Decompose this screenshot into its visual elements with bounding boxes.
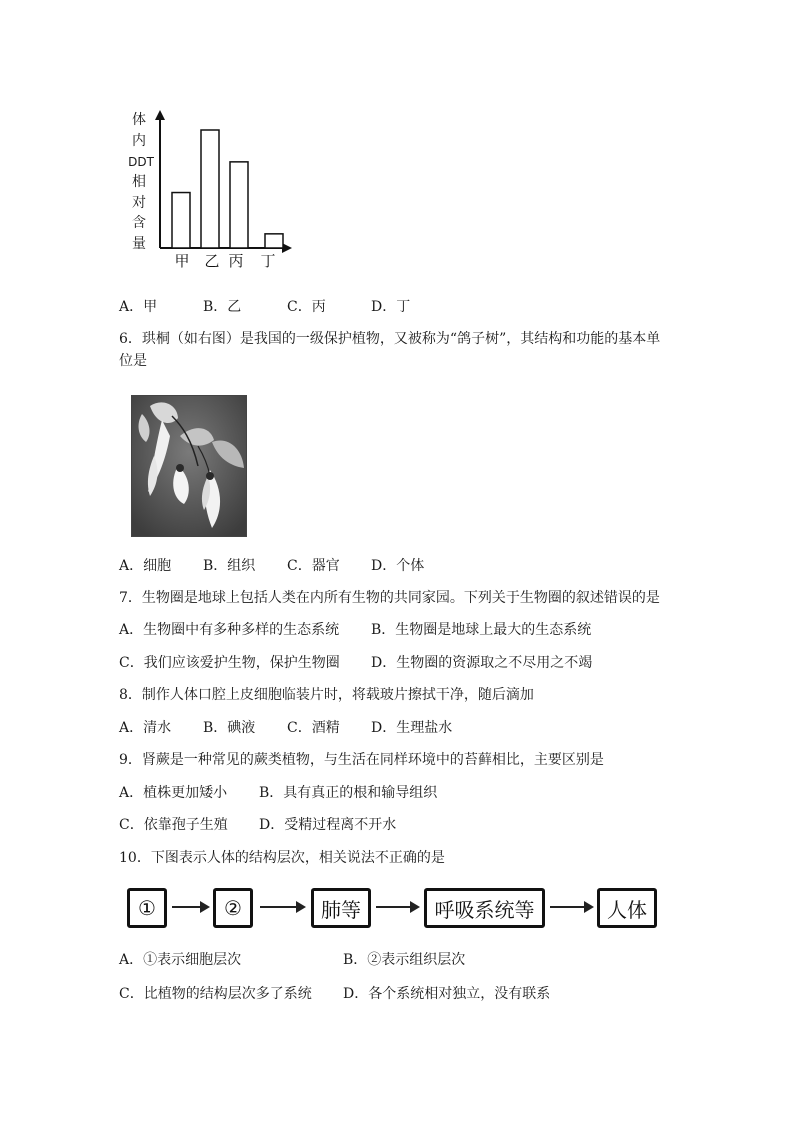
flow-step-organ: 肺等 (311, 888, 371, 928)
q7-option-b[interactable]: B．生物圈是地球上最大的生态系统 (371, 622, 592, 638)
q5-option-d[interactable]: D．丁 (371, 299, 411, 315)
bar-chart-plot (150, 108, 300, 278)
q6-stem-line2: 位是 (119, 353, 147, 369)
q8-option-b[interactable]: B．碘液 (203, 720, 256, 736)
q10-option-b[interactable]: B．②表示组织层次 (343, 952, 466, 968)
flow-arrow-icon (376, 906, 418, 908)
q6-option-d[interactable]: D．个体 (371, 558, 425, 574)
q6-option-b[interactable]: B．组织 (203, 558, 256, 574)
q10-option-a[interactable]: A．①表示细胞层次 (119, 952, 242, 968)
q5-option-c[interactable]: C．丙 (287, 299, 326, 315)
bar-2 (201, 130, 219, 248)
q10-option-c[interactable]: C．比植物的结构层次多了系统 (119, 986, 312, 1002)
flow-step-system: 呼吸系统等 (424, 888, 545, 928)
category-label-4: 丁 (260, 252, 276, 270)
q7-option-a[interactable]: A．生物圈中有多种多样的生态系统 (119, 622, 340, 638)
q7-stem: 7．生物圈是地球上包括人类在内所有生物的共同家园。下列关于生物圈的叙述错误的是 (119, 590, 660, 606)
y-axis-label-char: 内 (132, 133, 146, 149)
bar-3 (230, 162, 248, 248)
dove-tree-image (132, 396, 246, 536)
q10-stem: 10．下图表示人体的结构层次，相关说法不正确的是 (119, 850, 445, 866)
flow-arrow-icon (172, 906, 208, 908)
q5-option-b[interactable]: B．乙 (203, 299, 242, 315)
y-axis-label-char: 对 (132, 195, 146, 211)
q5-option-a[interactable]: A．甲 (119, 299, 158, 315)
q9-option-a[interactable]: A．植株更加矮小 (119, 785, 228, 801)
q8-stem: 8．制作人体口腔上皮细胞临装片时，将载玻片擦拭干净，随后滴加 (119, 687, 534, 703)
q9-option-c[interactable]: C．依靠孢子生殖 (119, 817, 228, 833)
category-label-2: 乙 (204, 252, 220, 270)
q9-stem: 9．肾蕨是一种常见的蕨类植物，与生活在同样环境中的苔藓相比，主要区别是 (119, 752, 604, 768)
y-axis-label-char: DDT (128, 155, 154, 169)
dove-tree-photo (131, 395, 247, 537)
flow-arrow-icon (260, 906, 304, 908)
q6-option-c[interactable]: C．器官 (287, 558, 340, 574)
bar-4 (265, 234, 283, 248)
y-axis-label-char: 量 (132, 236, 146, 252)
flow-step-body: 人体 (597, 888, 657, 928)
y-axis-arrow-icon (155, 110, 165, 120)
q8-option-a[interactable]: A．清水 (119, 720, 172, 736)
q7-option-c[interactable]: C．我们应该爱护生物，保护生物圈 (119, 655, 340, 671)
y-axis-label-char: 体 (132, 112, 146, 128)
q7-option-d[interactable]: D．生物圈的资源取之不尽用之不竭 (371, 655, 593, 671)
bar-1 (172, 193, 190, 248)
y-axis-label-char: 相 (132, 174, 146, 190)
q9-option-b[interactable]: B．具有真正的根和输导组织 (259, 785, 438, 801)
q6-stem-line1: 6．珙桐（如右图）是我国的一级保护植物，又被称为“鸽子树”，其结构和功能的基本单 (119, 331, 661, 347)
q10-option-d[interactable]: D．各个系统相对独立，没有联系 (343, 986, 551, 1002)
q9-option-d[interactable]: D．受精过程离不开水 (259, 817, 397, 833)
category-label-3: 丙 (228, 252, 244, 270)
category-label-1: 甲 (174, 252, 190, 270)
q6-option-a[interactable]: A．细胞 (119, 558, 172, 574)
flow-arrow-icon (550, 906, 592, 908)
q8-option-c[interactable]: C．酒精 (287, 720, 340, 736)
flow-step-tissue: ② (213, 888, 253, 928)
q8-option-d[interactable]: D．生理盐水 (371, 720, 453, 736)
y-axis-label-char: 含 (132, 215, 146, 231)
flow-step-cell: ① (127, 888, 167, 928)
